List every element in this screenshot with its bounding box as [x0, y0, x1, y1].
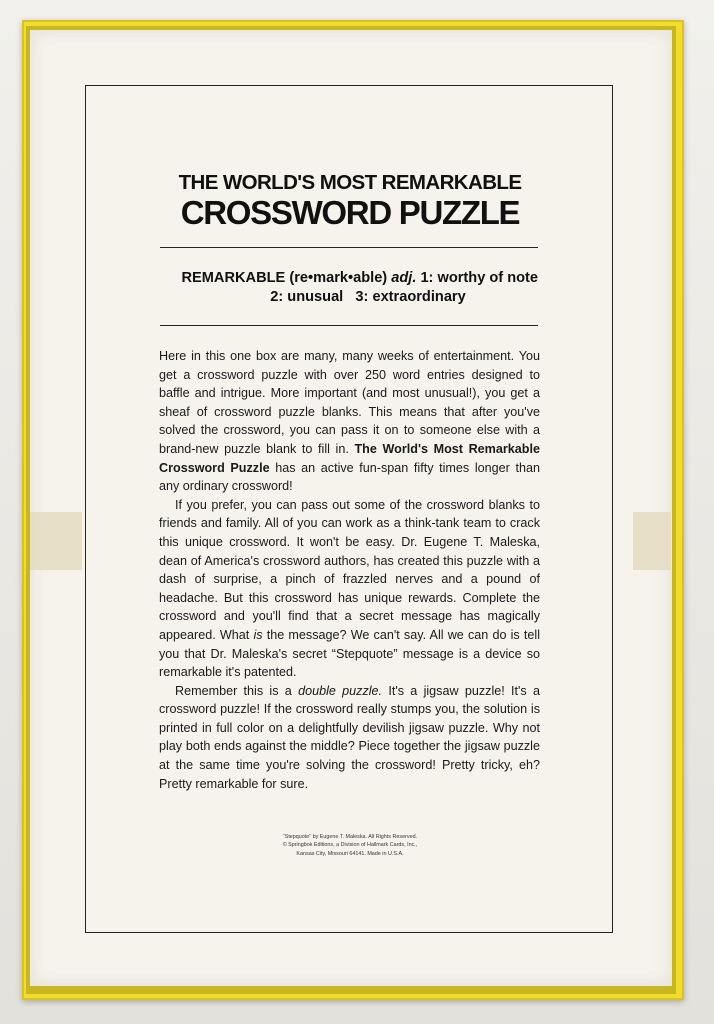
credit-line-3: Kansas City, Missouri 64141. Made in U.S.A.	[296, 850, 404, 857]
p1-text-b: has an active fun-span fifty times longer than any ordinary crossword!	[159, 460, 540, 494]
p3-text-a: Remember this is a	[175, 683, 299, 698]
description-body	[159, 347, 540, 793]
tape-right	[633, 512, 671, 570]
p1-product-name: The World's Most Remarkable Crossword Puzzle	[159, 441, 540, 475]
tape-left	[30, 512, 82, 570]
def-pos: adj.	[391, 270, 417, 286]
def-word: REMARKABLE	[181, 270, 286, 286]
p2-text-b: the message? We can't say. All we can do is tell you that Dr. Maleska's secret “Stepquote” message is a device so remarkable it's patented.	[159, 627, 540, 680]
paragraph-2	[159, 496, 540, 682]
definition-line-2	[160, 289, 538, 305]
title-line-1: THE WORLD'S MOST REMARKABLE	[178, 171, 522, 194]
def-sense-2: 2: unusual	[270, 289, 344, 305]
credit-line-2: © Springbok Editions, a Division of Hallmark Cards, Inc.,	[282, 842, 418, 849]
p2-emphasis: is	[253, 627, 263, 642]
p2-text-a: If you prefer, you can pass out some of the crossword blanks to friends and family. All of you can work as a think-tank team to crack this unique crossword. It won't be easy. Dr. Eugene T. Maleska, dean of America's crossword authors, has created this puzzle with a dash of surprise, a pinch of frazzled nerves and a pound of headache. But this crossword has unique rewards. Complete the crossword and you'll find that a secret message has magically appeared. What	[159, 497, 540, 642]
title-line-2: CROSSWORD PUZZLE	[180, 194, 520, 231]
credit-line-1: “Stepquote” by Eugene T. Maleska. All Rights Reserved.	[282, 834, 418, 840]
p3-emphasis: double puzzle.	[298, 683, 383, 698]
definition-line-1	[160, 270, 538, 286]
p3-text-b: It's a jigsaw puzzle! It's a crossword puzzle! If the crossword really stumps you, the solution is printed in full color on a delightfully devilish jigsaw puzzle. Why not play both ends against the middle? Piece together the jigsaw puzzle at the same time you're solving the crossword! Pretty tricky, eh? Pretty remarkable for sure.	[159, 683, 540, 791]
copyright-credits	[250, 833, 450, 858]
def-pron: (re•mark•able)	[289, 270, 388, 286]
bottom-rule	[160, 325, 538, 326]
paragraph-1	[159, 347, 540, 496]
def-sense-3: 3: extraordinary	[355, 289, 466, 305]
def-sense-1: 1: worthy of note	[420, 270, 538, 286]
paragraph-3	[159, 682, 540, 794]
p1-text-a: Here in this one box are many, many weeks of entertainment. You get a crossword puzzle with over 250 word entries designed to baffle and intrigue. More important (and most unusual!), you get a sheaf of crossword puzzle blanks. This means that after you've solved the crossword, you can pass it on to someone else with a brand-new puzzle blank to fill in.	[159, 349, 540, 456]
top-rule	[160, 247, 538, 248]
